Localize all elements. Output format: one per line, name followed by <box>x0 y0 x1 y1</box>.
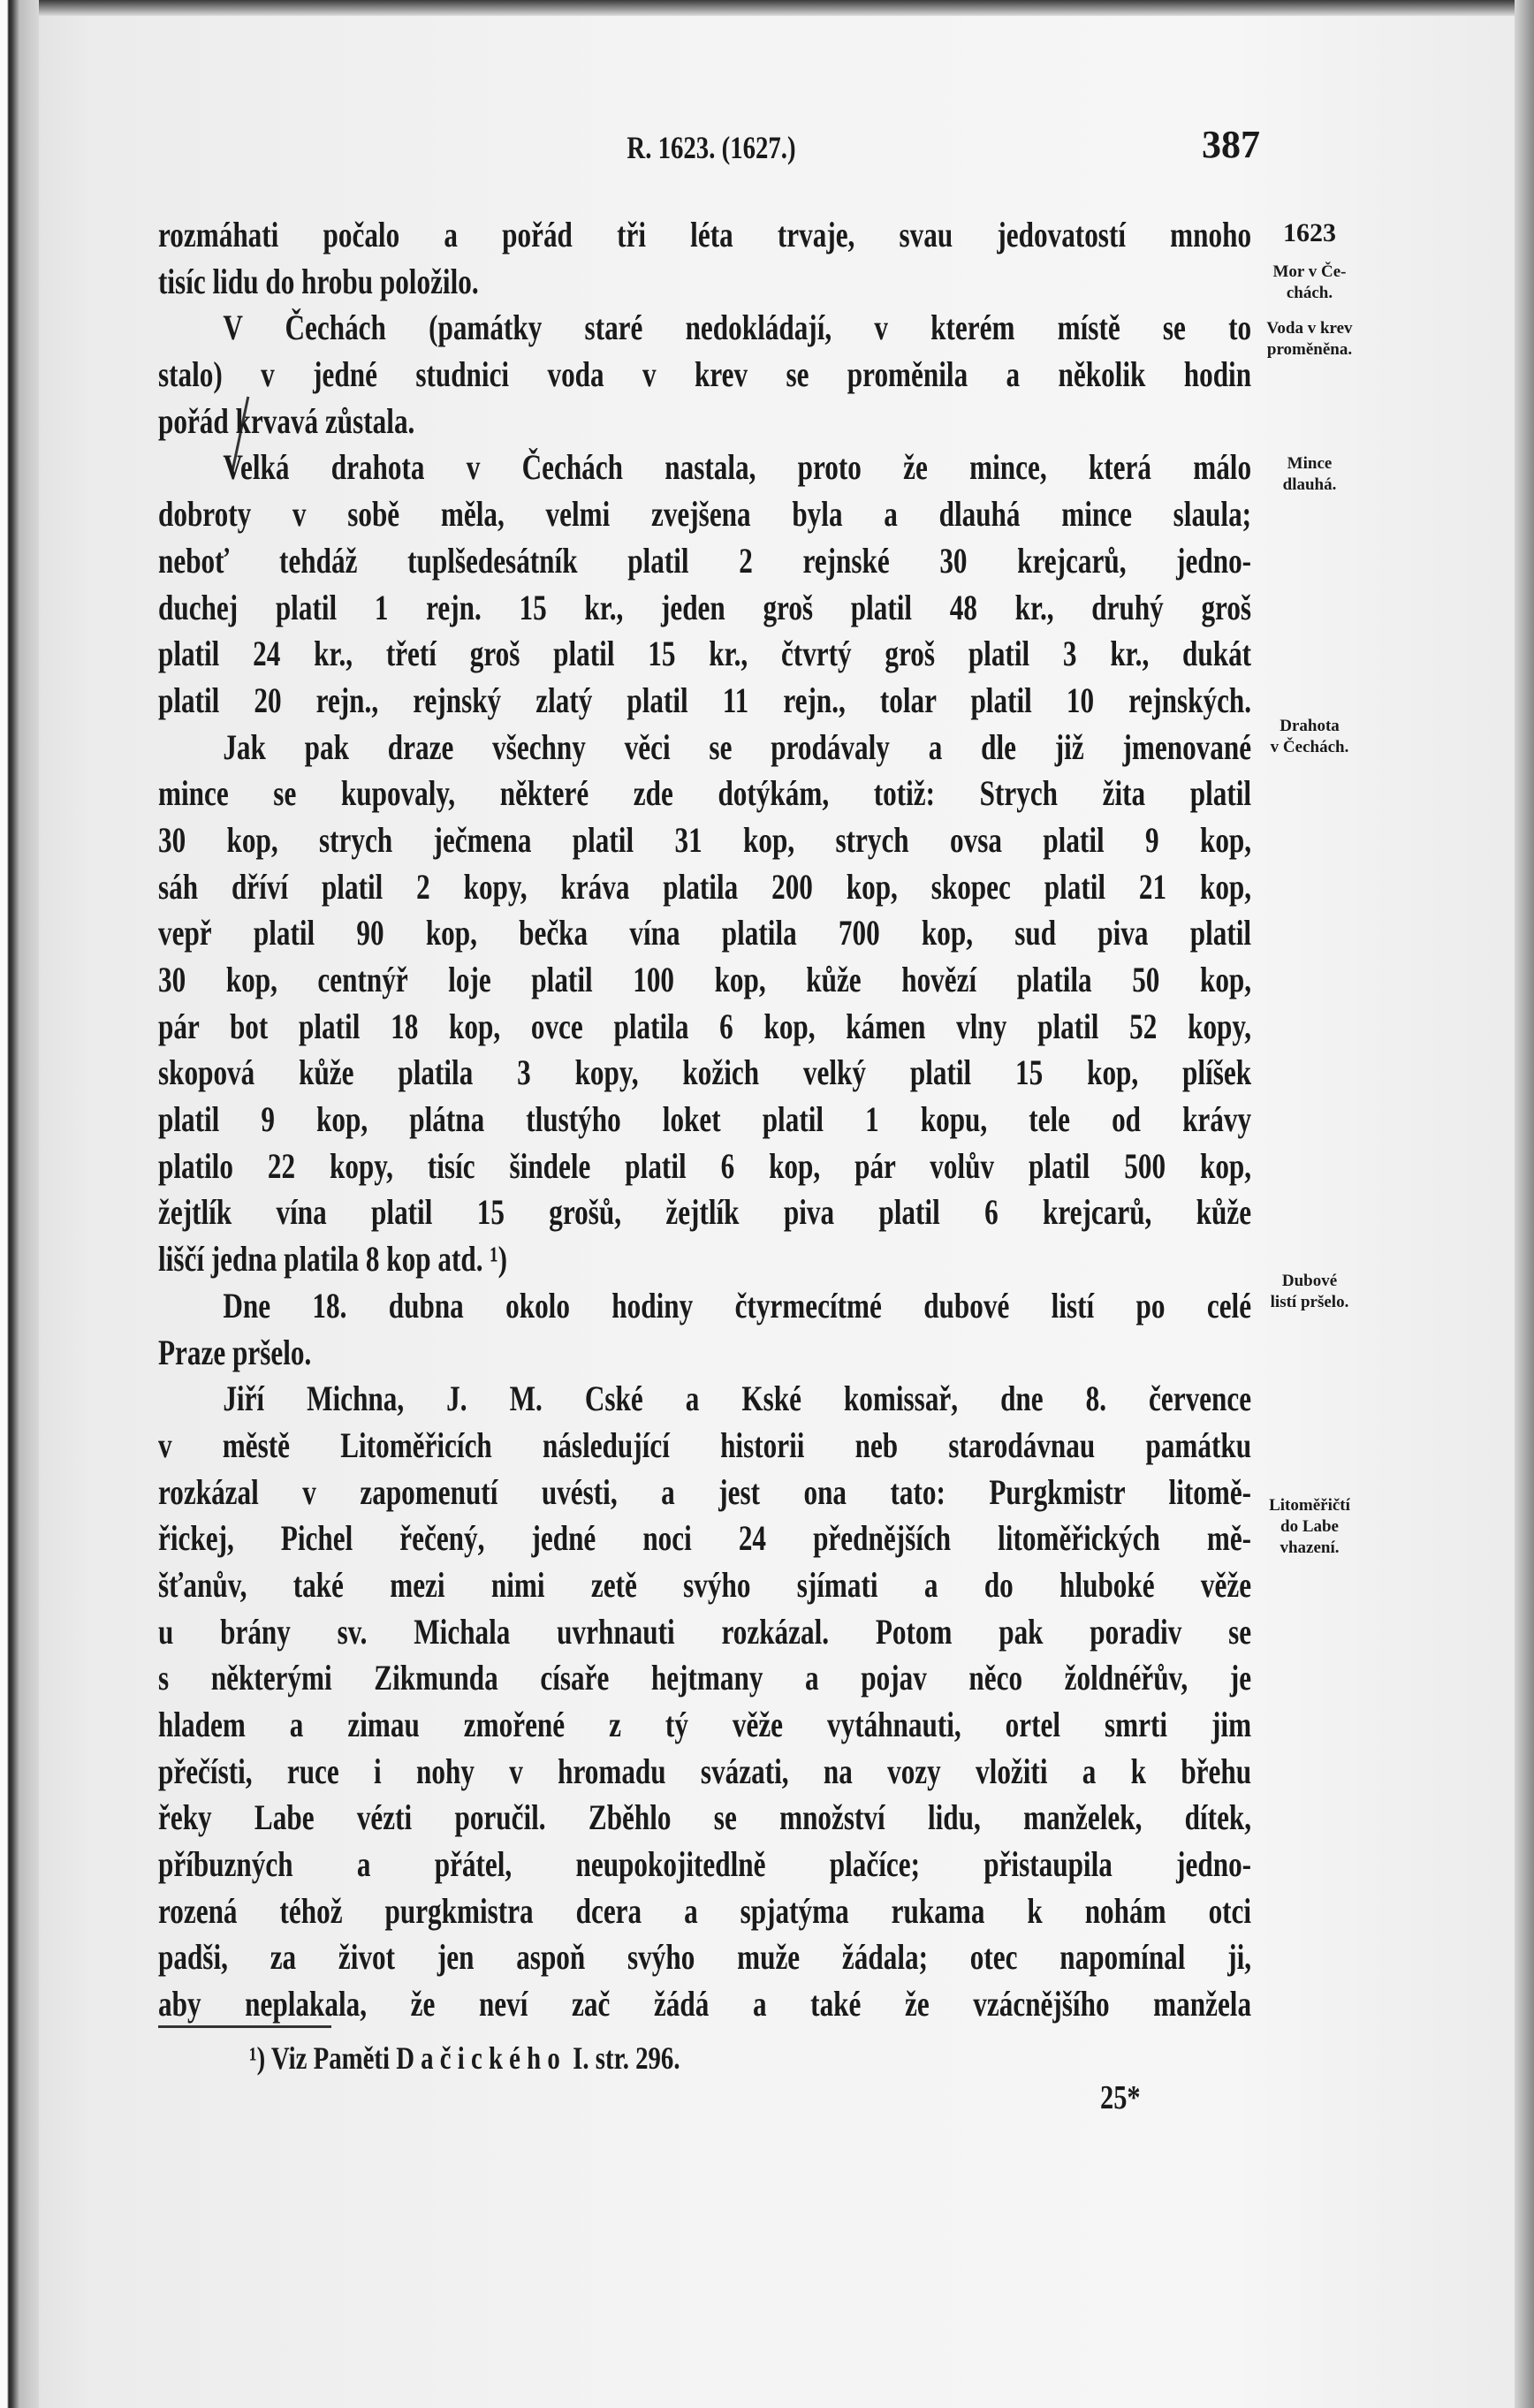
text-line: mince se kupovaly, některé zde dotýkám, totiž: Strych žita platil <box>158 773 1252 814</box>
text-line: liščí jedna platila 8 kop atd. ¹) <box>158 1239 508 1280</box>
footnote <box>249 2040 680 2077</box>
text-line: neboť tehdáž tuplšedesátník platil 2 rejnské 30 krejcarů, jedno- <box>158 540 1252 581</box>
text-line: V Čechách (památky staré nedokládají, v kterém místě se to <box>223 308 1252 348</box>
footnote-reference: I. str. 296. <box>573 2040 680 2076</box>
text-line: platil 24 kr., třetí groš platil 15 kr., čtvrtý groš platil 3 kr., dukát <box>158 634 1252 674</box>
text-line: stalo) v jedné studnici voda v krev se proměnila a několik hodin <box>158 354 1252 395</box>
text-line: Jiří Michna, J. M. Cské a Kské komissař, dne 8. července <box>223 1379 1252 1419</box>
margin-note-line: Litoměřičtí <box>1269 1496 1350 1515</box>
text-line: řeky Labe vézti poručil. Zběhlo se množství lidu, manželek, dítek, <box>158 1797 1252 1838</box>
text-line: padši, za život jen aspoň svýho muže žádala; otec napomínal ji, <box>158 1937 1252 1978</box>
footnote-marker: ¹) <box>249 2040 266 2076</box>
margin-note-line: chách. <box>1286 284 1333 302</box>
text-line: Praze pršelo. <box>158 1332 312 1372</box>
margin-note-coins <box>1248 453 1371 496</box>
text-line: pořád krvavá zůstala. <box>158 400 415 441</box>
margin-note-line: proměněna. <box>1266 340 1353 359</box>
text-line: Velká drahota v Čechách nastala, proto že mince, která málo <box>223 447 1252 488</box>
margin-note-line: dlauhá. <box>1282 475 1337 494</box>
scan-border-left <box>0 0 39 2408</box>
text-line: rozkázal v zapomenutí uvésti, a jest ona tato: Purgkmistr litomě- <box>158 1471 1252 1512</box>
text-line: příbuzných a přátel, neupokojitedlně plačíce; přistaupila jedno- <box>158 1844 1252 1885</box>
text-line: Jak pak draze všechny věci se prodávaly a dle již jmenované <box>223 726 1252 767</box>
text-line: 30 kop, centnýř loje platil 100 kop, kůže hovězí platila 50 kop, <box>158 960 1252 999</box>
text-line: dobroty v sobě měla, velmi zvejšena byla a dlauhá mince slaula; <box>158 494 1252 535</box>
text-line: žejtlík vína platil 15 grošů, žejtlík piva platil 6 krejcarů, kůže <box>158 1192 1252 1233</box>
text-line: Dne 18. dubna okolo hodiny čtyrmecítmé dubové listí po celé <box>223 1285 1252 1326</box>
text-line: tisíc lidu do hrobu položilo. <box>158 261 479 301</box>
text-line: skopová kůže platila 3 kopy, kožich velký platil 15 kop, plíšek <box>158 1052 1252 1093</box>
margin-note-line: listí pršelo. <box>1270 1293 1349 1311</box>
text-line: pár bot platil 18 kop, ovce platila 6 kop, kámen vlny platil 52 kopy, <box>158 1006 1252 1046</box>
margin-note-line: do Labe <box>1280 1517 1339 1536</box>
text-line: hladem a zimau zmořené z tý věže vytáhnauti, ortel smrti jim <box>158 1705 1252 1744</box>
text-line: přečísti, ruce i nohy v hromadu svázati, na vozy vložiti a k břehu <box>158 1751 1252 1791</box>
margin-note-line: vhazení. <box>1280 1538 1340 1557</box>
text-line: 30 kop, strych ječmena platil 31 kop, strych ovsa platil 9 kop, <box>158 819 1252 860</box>
footnote-rule <box>158 2025 331 2028</box>
text-line: platil 9 kop, plátna tlustýho loket platil 1 kopu, tele od krávy <box>158 1099 1252 1140</box>
margin-note-line: Voda v krev <box>1266 319 1353 338</box>
text-line: aby neplakala, že neví zač žádá a také že vzácnějšího manžela <box>158 1984 1252 2024</box>
margin-note-line: Mince <box>1287 454 1333 473</box>
text-line: šťanův, také mezi nimi zetě svýho sjímati a do hluboké věže <box>158 1564 1252 1605</box>
margin-note-line: Drahota <box>1280 717 1340 735</box>
margin-note-oak-leaves <box>1248 1271 1371 1313</box>
page-number: 387 <box>1202 123 1260 166</box>
margin-note-line: v Čechách. <box>1270 738 1349 756</box>
margin-note-line: Dubové <box>1281 1272 1338 1290</box>
text-line: sáh dříví platil 2 kopy, kráva platila 200 kop, skopec platil 21 kop, <box>158 866 1252 907</box>
footnote-author: Dačického <box>396 2040 566 2076</box>
scan-border-top <box>0 0 1534 16</box>
margin-note-line: Mor v Če- <box>1272 262 1347 281</box>
running-head: R. 1623. (1627.) <box>627 130 796 165</box>
scan-border-right <box>1515 0 1534 2408</box>
footnote-text: Viz Paměti <box>270 2040 390 2076</box>
text-line: rozmáhati počalo a pořád tři léta trvaje, svau jedovatostí mnoho <box>158 215 1252 254</box>
text-line: duchej platil 1 rejn. 15 kr., jeden groš platil 48 kr., druhý groš <box>158 587 1252 627</box>
text-line: řickej, Pichel řečený, jedné noci 24 přednějších litoměřických mě- <box>158 1518 1252 1559</box>
margin-note-year: 1623 <box>1283 218 1336 247</box>
signature-mark: 25* <box>1100 2079 1141 2116</box>
text-line: platil 20 rejn., rejnský zlatý platil 11 rejn., tolar platil 10 rejnských. <box>158 680 1252 720</box>
body-text <box>158 212 1251 2028</box>
margin-note-water <box>1248 318 1371 361</box>
text-line: rozená téhož purgkmistra dcera a spjatýma rukama k nohám otci <box>158 1890 1252 1931</box>
text-line: s některými Zikmunda císaře hejtmany a pojav něco žoldnéřův, je <box>158 1658 1252 1698</box>
margin-note-litomerice <box>1248 1495 1371 1559</box>
margin-note-plague <box>1248 262 1371 304</box>
text-line: platilo 22 kopy, tisíc šindele platil 6 kop, pár volův platil 500 kop, <box>158 1145 1252 1186</box>
text-line: vepř platil 90 kop, bečka vína platila 700 kop, sud piva platil <box>158 913 1252 953</box>
text-line: v městě Litoměřicích následující historii neb starodávnau památku <box>158 1424 1252 1465</box>
margin-note-prices <box>1248 716 1371 758</box>
text-line: u brány sv. Michala uvrhnauti rozkázal. Potom pak poradiv se <box>158 1611 1252 1652</box>
